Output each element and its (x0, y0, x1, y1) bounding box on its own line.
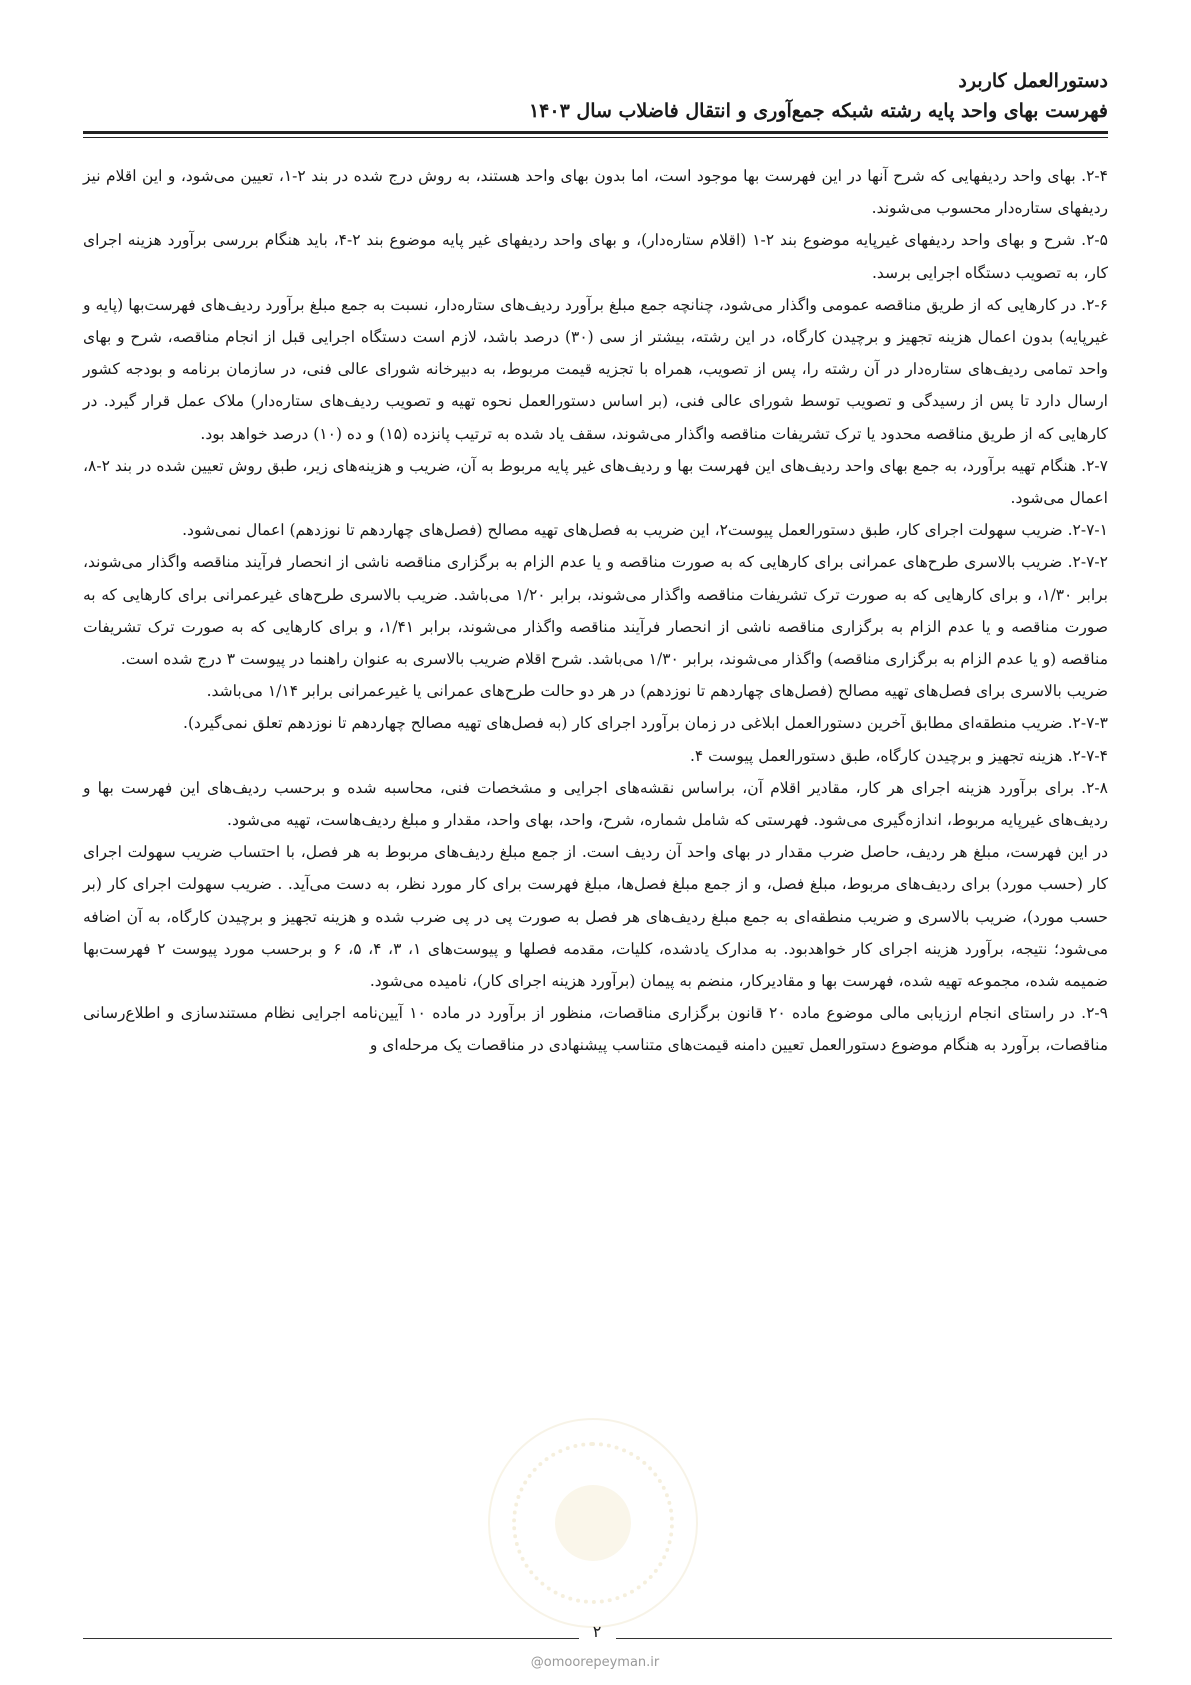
paragraph-2-8: ۲-۸. برای برآورد هزینه اجرای هر کار، مقادیر اقلام آن، براساس نقشه‌های اجرایی و مشخصات فنی، محاسبه شده و برحسب ردیف‌های این فهرست بها و ردیف‌های غیرپایه مربوط، اندازه‌گیری می‌شود. فهرستی که شامل شماره، شرح، واحد، بهای واحد، مقدار و مبلغ ردیف‌هاست، تهیه می‌شود. (83, 778, 1108, 830)
footer-rule-right (616, 1638, 1112, 1639)
paragraph-2-9: ۲-۹. در راستای انجام ارزیابی مالی موضوع ماده ۲۰ قانون برگزاری مناقصات، منظور از برآورد در ماده ۱۰ آیین‌نامه اجرایی نظام مستندسازی و اطلاع‌رسانی مناقصات، برآورد به هنگام موضوع دستورالعمل تعیین دامنه قیمت‌های متناسب پیشنهادی در مناقصات یک مرحله‌ای و (83, 1004, 1108, 1055)
paragraph-2-7-3: ۲-۷-۳. ضریب منطقه‌ای مطابق آخرین دستورالعمل ابلاغی در زمان برآورد اجرای کار (به فصل‌های تهیه مصالح چهاردهم تا نوزدهم تعلق نمی‌گیرد). (183, 714, 1108, 733)
footer-rule-left (83, 1638, 579, 1639)
header-rule-thick (83, 131, 1108, 134)
page-header (83, 66, 1108, 126)
paragraph-overhead-materials: ضریب بالاسری برای فصل‌های تهیه مصالح (فصل‌های چهاردهم تا نوزدهم) در هر دو حالت طرح‌های عمرانی یا غیرعمرانی برابر ۱/۱۴ می‌باشد. (206, 682, 1108, 701)
paragraph-2-7-4: ۲-۷-۴. هزینه تجهیز و برچیدن کارگاه، طبق دستورالعمل پیوست ۴. (689, 746, 1108, 765)
watermark-seal-icon (488, 1418, 698, 1628)
body-text (83, 160, 1108, 1062)
paragraph-2-6: ۲-۶. در کارهایی که از طریق مناقصه عمومی واگذار می‌شود، چنانچه جمع مبلغ برآورد ردیف‌های ستاره‌دار، نسبت به جمع مبلغ برآورد ردیف‌های فهرست‌بها (پایه و غیرپایه) بدون اعمال هزینه تجهیز و برچیدن کارگاه، در این رشته، بیشتر از سی (۳۰) درصد باشد، لازم است دستگاه اجرایی قبل از انجام مناقصه، شرح و بهای واحد تمامی ردیف‌های ستاره‌دار در آن رشته را، پس از تصویب، همراه با تجزیه قیمت مربوط، به دبیرخانه شورای عالی فنی، در سازمان برنامه و بودجه کشور ارسال دارد تا پس از رسیدگی و تصویب توسط شورای عالی فنی، (بر اساس دستورالعمل نحوه تهیه و تصویب ردیف‌های ستاره‌دار) ملاک عمل قرار گیرد. در کارهایی که از طریق مناقصه محدود یا ترک تشریفات مناقصه واگذار می‌شوند، سقف یاد شده به ترتیب پانزده (۱۵) و ده (۱۰) درصد خواهد بود. (83, 295, 1108, 443)
paragraph-2-7-2: ۲-۷-۲. ضریب بالاسری طرح‌های عمرانی برای کارهایی که به صورت مناقصه و یا عدم الزام به برگزاری مناقصه ناشی از انحصار فرآیند مناقصه واگذار می‌شوند، برابر ۱/۳۰، و برای کارهایی که به صورت ترک تشریفات مناقصه واگذار می‌شوند، برابر ۱/۲۰ می‌باشد. ضریب بالاسری طرح‌های غیرعمرانی برای کارهایی که به صورت مناقصه و یا عدم الزام به برگزاری مناقصه ناشی از انحصار فرآیند مناقصه واگذار می‌شوند، برابر ۱/۴۱، و برای کارهایی که به صورت ترک تشریفات مناقصه (و یا عدم الزام به برگزاری مناقصه) واگذار می‌شوند، برابر ۱/۳۰ می‌باشد. شرح اقلام ضریب بالاسری به عنوان راهنما در پیوست ۳ درج شده است. (83, 553, 1109, 669)
paragraph-2-7-1: ۲-۷-۱. ضریب سهولت اجرای کار، طبق دستورالعمل پیوست۲، این ضریب به فصل‌های تهیه مصالح (فصل‌های چهاردهم تا نوزدهم) اعمال نمی‌شود. (182, 521, 1108, 540)
paragraph-estimate-list: در این فهرست، مبلغ هر ردیف، حاصل ضرب مقدار در بهای واحد آن ردیف است. از جمع مبلغ ردیف‌های مربوط به هر فصل، با احتساب ضریب سهولت اجرای کار (حسب مورد) برای ردیف‌های مربوط، مبلغ فصل، و از جمع مبلغ فصل‌ها، مبلغ فهرست برای کار مورد نظر، به دست می‌آید. . ضریب سهولت اجرای کار (بر حسب مورد)، ضریب بالاسری و ضریب منطقه‌ای به جمع مبلغ ردیف‌های هر فصل به صورت پی در پی ضرب شده و هزینه تجهیز و برچیدن کارگاه، به آن اضافه می‌شود؛ نتیجه، برآورد هزینه اجرای کار خواهدبود. به مدارک یادشده، کلیات، مقدمه فصلها و پیوست‌های ۱، ۳، ۴، ۵، ۶ و برحسب مورد پیوست ۲ فهرست‌بها ضمیمه شده، مجموعه تهیه شده، فهرست بها و مقادیرکار، منضم به پیمان (برآورد هزینه اجرای کار)، نامیده می‌شود. (83, 843, 1109, 991)
paragraph-2-5: ۲-۵. شرح و بهای واحد ردیفهای غیرپایه موضوع بند ۲-۱ (اقلام ستاره‌دار)، و بهای واحد ردیفهای غیر پایه موضوع بند ۲-۴، باید هنگام بررسی برآورد هزینه اجرای کار، به تصویب دستگاه اجرایی برسد. (83, 231, 1108, 282)
header-title: دستورالعمل کاربرد (958, 70, 1108, 92)
header-rule-thin (83, 137, 1108, 138)
paragraph-2-4: ۲-۴. بهای واحد ردیفهایی که شرح آنها در این فهرست بها موجود است، اما بدون بهای واحد هستند، به روش درج شده در بند ۲-۱، تعیین می‌شود، و این اقلام نیز ردیفهای ستاره‌دار محسوب می‌شوند. (83, 167, 1108, 218)
site-watermark: @omoorepeyman.ir (530, 1655, 660, 1670)
paragraph-2-7: ۲-۷. هنگام تهیه برآورد، به جمع بهای واحد ردیف‌های این فهرست بها و ردیف‌های غیر پایه مربوط به آن، ضریب و هزینه‌های زیر، طبق روش تعیین شده در بند ۲-۸، اعمال می‌شود. (83, 456, 1108, 508)
header-subtitle: فهرست بهای واحد پایه رشته شبکه جمع‌آوری و انتقال فاضلاب سال ۱۴۰۳ (528, 100, 1108, 122)
page-number: ۲ (592, 1622, 602, 1641)
